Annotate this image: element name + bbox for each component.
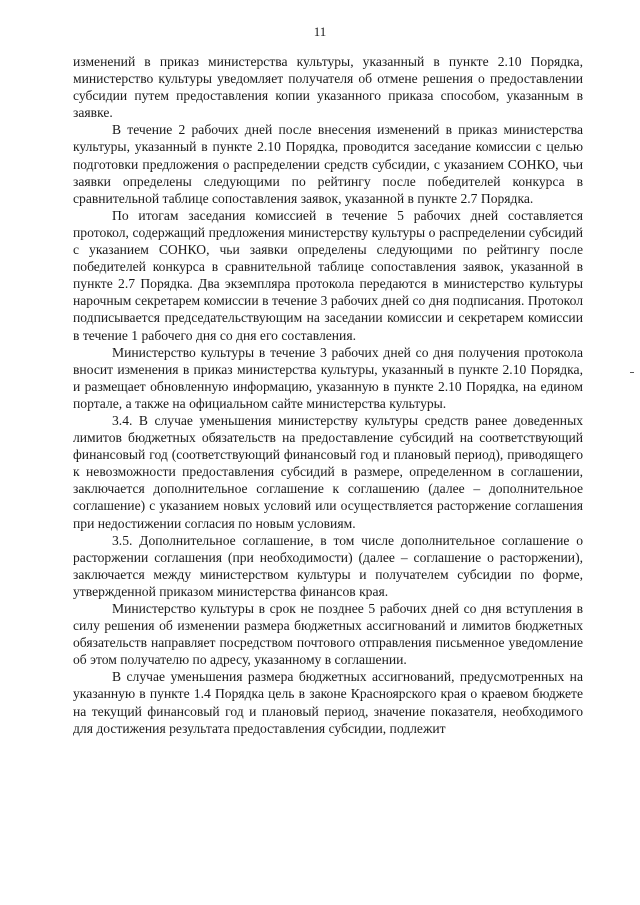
paragraph-notification: Министерство культуры в срок не позднее 5 рабочих дней со дня вступления в силу решения об изменении размера бюджетных ассигнований и лимитов бюджетных обязательств направляет посредством почтового отправления письменное уведомление об этом получателю по адресу, указанному в соглашении. [73,601,583,668]
paragraph-section-3-4: 3.4. В случае уменьшения министерству культуры средств ранее доведенных лимитов бюджетных обязательств на предоставление субсидий на соответствующий финансовый год (соответствующий финансовый год и плановый период), приводящего к невозможности предоставления субсидий в размере, определенном в соглашении, заключается дополнительное соглашение к соглашению (далее – дополнительное соглашение) с указанием новых условий или осуществляется расторжение соглашения при недостижении согласия по новым условиям. [73,412,583,531]
page-number: 11 [313,24,327,39]
paragraph-continuation: изменений в приказ министерства культуры, указанный в пункте 2.10 Порядка, министерство культуры уведомляет получателя об отмене решения о предоставлении субсидии путем предоставления копии указанного приказа способом, указанным в заявке. [73,54,583,121]
document-body [73,53,583,737]
paragraph-protocol: По итогам заседания комиссией в течение 5 рабочих дней составляется протокол, содержащий предложения министерству культуры о распределении субсидий с указанием СОНКО, чьи заявки определены следующими по рейтингу после победителей конкурса в сравнительной таблице сопоставления заявок, указанной в пункте 2.7 Порядка. Два экземпляра протокола передаются в министерство культуры нарочным секретарем комиссии в течение 3 рабочих дней со дня подписания. Протокол подписывается председательствующим на заседании комиссии и секретарем комиссии в течение 1 рабочего дня со дня его составления. [73,207,583,343]
paragraph-commission-meeting: В течение 2 рабочих дней после внесения изменений в приказ министерства культуры, указанный в пункте 2.10 Порядка, проводится заседание комиссии с целью подготовки предложения о распределении средств субсидии, с указанием СОНКО, чьи заявки определены следующими по рейтингу после победителей конкурса в сравнительной таблице сопоставления заявок, указанной в пункте 2.7 Порядка. [73,122,583,206]
paragraph-budget-reduction: В случае уменьшения размера бюджетных ассигнований, предусмотренных на указанную в пункте 1.4 Порядка цель в законе Красноярского края о краевом бюджете на текущий финансовый год и плановый период, значение показателя, необходимого для достижения результата предоставления субсидии, подлежит [73,669,583,736]
margin-mark [630,372,634,373]
paragraph-order-changes: Министерство культуры в течение 3 рабочих дней со дня получения протокола вносит изменения в приказ министерства культуры, указанный в пункте 2.10 Порядка, и размещает обновленную информацию, указанную в пункте 2.10 Порядка, на едином портале, а также на официальном сайте министерства культуры. [73,344,583,411]
paragraph-section-3-5: 3.5. Дополнительное соглашение, в том числе дополнительное соглашение о расторжении соглашения (при необходимости) (далее – соглашение о расторжении), заключается между министерством культуры и получателем субсидии по форме, утвержденной приказом министерства финансов края. [73,532,583,599]
